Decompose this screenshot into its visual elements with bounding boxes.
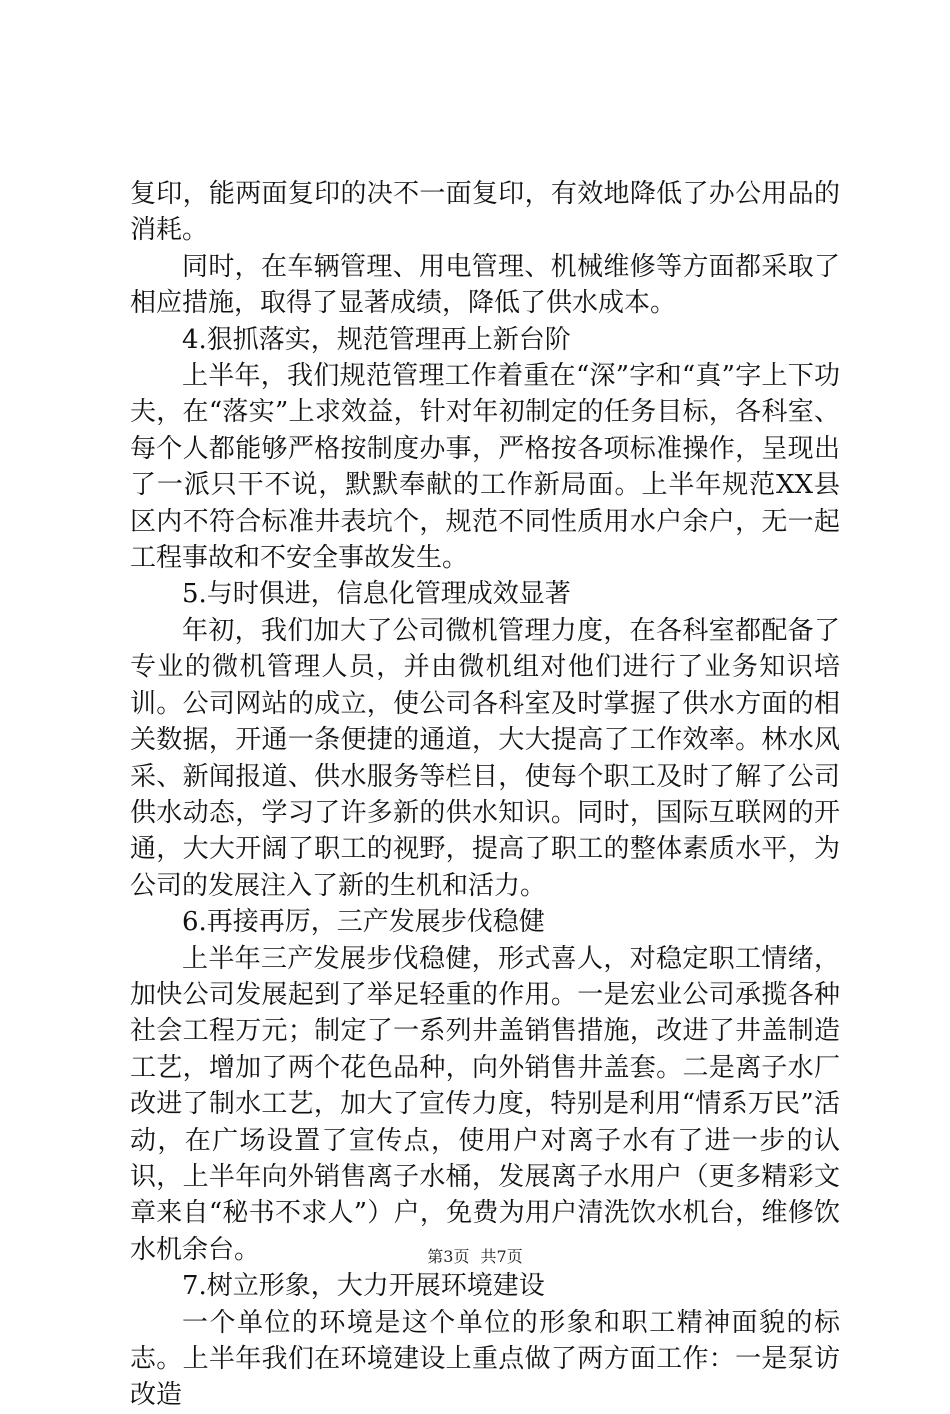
paragraph: 同时，在车辆管理、用电管理、机械维修等方面都采取了相应措施，取得了显著成绩，降低了供水成本。 [130, 251, 840, 319]
page-footer [0, 1244, 950, 1267]
paragraph: 年初，我们加大了公司微机管理力度，在各科室都配备了专业的微机管理人员，并由微机组对他们进行了业务知识培训。公司网站的成立，使公司各科室及时掌握了供水方面的相关数据，开通一条便捷的通道，大大提高了工作效率。林水风采、新闻报道、供水服务等栏目，使每个职工及时了解了公司供水动态，学习了许多新的供水知识。同时，国际互联网的开通，大大开阔了职工的视野，提高了职工的整体素质水平，为公司的发展注入了新的生机和活力。 [130, 615, 840, 901]
paragraph: 一个单位的环境是这个单位的形象和职工精神面貌的标志。上半年我们在环境建设上重点做了两方面工作：一是泵访改造 [130, 1307, 840, 1411]
section-heading: 7.树立形象，大力开展环境建设 [182, 1271, 545, 1302]
section-heading: 4.狠抓落实，规范管理再上新台阶 [182, 324, 571, 355]
page-number: 第3页 [427, 1247, 470, 1266]
page-total: 共7页 [480, 1247, 523, 1266]
document-body [130, 176, 840, 1414]
paragraph: 复印，能两面复印的决不一面复印，有效地降低了办公用品的消耗。 [130, 179, 840, 246]
paragraph: 上半年，我们规范管理工作着重在“深”字和“真”字上下功夫，在“落实”上求效益，针对年初制定的任务目标，各科室、每个人都能够严格按制度办事，严格按各项标准操作，呈现出了一派只干不说，默默奉献的工作新局面。上半年规范XX县区内不符合标准井表坑个，规范不同性质用水户余户，无一起工程事故和不安全事故发生。 [130, 361, 840, 574]
paragraph: 上半年三产发展步伐稳健，形式喜人，对稳定职工情绪，加快公司发展起到了举足轻重的作用。一是宏业公司承揽各种社会工程万元；制定了一系列井盖销售措施，改进了井盖制造工艺，增加了两个花色品种，向外销售井盖套。二是离子水厂改进了制水工艺，加大了宣传力度，特别是利用“情系万民”活动，在广场设置了宣传点，使用户对离子水有了进一步的认识，上半年向外销售离子水桶，发展离子水用户（更多精彩文章来自“秘书不求人”）户，免费为用户清洗饮水机台，维修饮水机余台。 [130, 943, 840, 1265]
section-heading: 5.与时俱进，信息化管理成效显著 [182, 579, 571, 610]
section-heading: 6.再接再厉，三产发展步伐稳健 [182, 907, 545, 938]
